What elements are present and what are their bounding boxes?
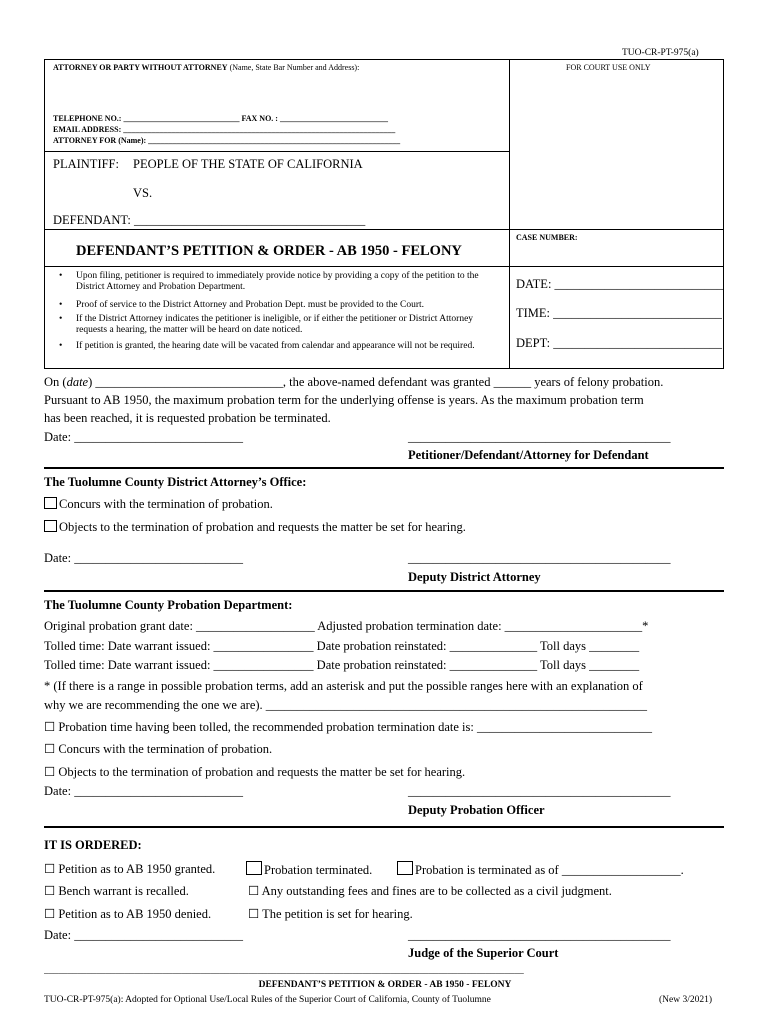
hearing-time-field[interactable]: TIME: ___________________________ <box>516 306 722 320</box>
order-hearing-option[interactable]: ☐ The petition is set for hearing. <box>248 907 413 921</box>
judge-signature-line[interactable]: __________________________________________ <box>408 928 671 942</box>
footer-rule: _____________________________________________________________________________________________________ <box>44 966 524 976</box>
section-divider-order <box>44 826 724 828</box>
da-heading: The Tuolumne County District Attorney’s Office: <box>44 475 307 489</box>
probation-date-field[interactable]: Date: ___________________________ <box>44 784 243 798</box>
order-terminated-as-of-checkbox[interactable] <box>397 861 413 875</box>
probation-objects-option[interactable]: ☐ Objects to the termination of probation and requests the matter be set for hearing. <box>44 765 466 779</box>
email-field[interactable]: EMAIL ADDRESS: ____________________________________________________________________ <box>53 125 396 134</box>
section-divider-probation <box>44 590 724 592</box>
probation-range-note-2[interactable]: why we are recommending the one we are). _____________________________________________________________ <box>44 698 648 712</box>
probation-signature-label: Deputy Probation Officer <box>408 803 545 817</box>
petition-date-field[interactable]: Date: ___________________________ <box>44 430 243 444</box>
section-divider-da <box>44 467 724 469</box>
attorney-block <box>53 63 359 72</box>
probation-range-note-1: * (If there is a range in possible probation terms, add an asterisk and put the possible ranges here with an explanation of <box>44 679 643 693</box>
notice-bullet-4: • If petition is granted, the hearing date will be vacated from calendar and appearance will not be required. <box>76 341 506 352</box>
telephone-fax-field[interactable]: TELEPHONE NO.: _____________________________ FAX NO. : ___________________________ <box>53 114 388 123</box>
row-divider-parties <box>44 229 724 230</box>
row-divider-title <box>44 266 724 267</box>
probation-grant-dates-line[interactable]: Original probation grant date: ___________________ Adjusted probation termination date: ______________________* <box>44 619 649 633</box>
order-heading: IT IS ORDERED: <box>44 838 142 852</box>
attorney-for-field[interactable]: ATTORNEY FOR (Name): _______________________________________________________________ <box>53 136 401 145</box>
probation-signature-line[interactable]: __________________________________________ <box>408 784 671 798</box>
judge-signature-label: Judge of the Superior Court <box>408 946 559 960</box>
petition-date-word: date <box>66 375 89 389</box>
petitioner-signature-line[interactable]: __________________________________________ <box>408 430 671 444</box>
order-fees-option[interactable]: ☐ Any outstanding fees and fines are to be collected as a civil judgment. <box>248 884 612 898</box>
da-signature-line[interactable]: __________________________________________ <box>408 551 671 565</box>
column-divider <box>509 59 510 369</box>
plaintiff-label: PLAINTIFF: <box>53 157 119 171</box>
hearing-date-field[interactable]: DATE: ___________________________ <box>516 277 724 291</box>
form-id: TUO-CR-PT-975(a) <box>622 48 699 58</box>
order-terminated-as-of-label: Probation is terminated as of ___________________. <box>415 863 684 877</box>
da-objects-checkbox[interactable] <box>44 520 57 532</box>
probation-tolled-option[interactable]: ☐ Probation time having been tolled, the recommended probation termination date is: ____________________________ <box>44 720 652 734</box>
petition-line-3: has been reached, it is requested probation be terminated. <box>44 411 331 425</box>
da-concurs-option[interactable] <box>44 497 273 512</box>
notice-bullet-2: • Proof of service to the District Attorney and Probation Dept. must be provided to the Court. <box>76 300 506 311</box>
petition-line-2: Pursuant to AB 1950, the maximum probation term for the underlying offense is years. As the maximum probation term <box>44 393 644 407</box>
da-signature-label: Deputy District Attorney <box>408 570 541 584</box>
probation-concurs-option[interactable]: ☐ Concurs with the termination of probation. <box>44 742 273 756</box>
case-number-label: CASE NUMBER: <box>516 233 578 242</box>
attorney-sub: (Name, State Bar Number and Address): <box>227 63 360 72</box>
tolled-time-line-1[interactable]: Tolled time: Date warrant issued: ________________ Date probation reinstated: ______________ Toll days ________ <box>44 639 640 653</box>
order-granted-option[interactable]: ☐ Petition as to AB 1950 granted. <box>44 862 216 876</box>
petition-line-1-rest: ) ______________________________, the above-named defendant was granted ______ years of felony probation. <box>88 375 664 389</box>
row-divider-attorney <box>44 151 510 152</box>
probation-heading: The Tuolumne County Probation Department: <box>44 598 293 612</box>
da-date-field[interactable]: Date: ___________________________ <box>44 551 243 565</box>
vs-label: VS. <box>133 186 153 200</box>
footer-adopted-note: TUO-CR-PT-975(a): Adopted for Optional Use/Local Rules of the Superior Court of California, County of Tuolumne <box>44 995 491 1005</box>
footer-title: DEFENDANT’S PETITION & ORDER - AB 1950 - FELONY <box>258 980 512 990</box>
attorney-label: ATTORNEY OR PARTY WITHOUT ATTORNEY <box>53 63 228 72</box>
hearing-dept-field[interactable]: DEPT: ___________________________ <box>516 336 722 350</box>
notice-bullet-1: • Upon filing, petitioner is required to immediately provide notice by providing a copy of the petition to the District Attorney and Probation Department. <box>76 271 506 293</box>
order-denied-option[interactable]: ☐ Petition as to AB 1950 denied. <box>44 907 212 921</box>
order-terminated-as-of-option[interactable] <box>397 861 684 878</box>
notice-bullet-3: • If the District Attorney indicates the petitioner is ineligible, or if either the petitioner or District Attorney requests a hearing, the matter will be heard on date noticed. <box>76 314 506 336</box>
order-terminated-checkbox[interactable] <box>246 861 262 875</box>
petitioner-signature-label: Petitioner/Defendant/Attorney for Defendant <box>408 448 649 462</box>
tolled-time-line-2[interactable]: Tolled time: Date warrant issued: ________________ Date probation reinstated: ______________ Toll days ________ <box>44 658 640 672</box>
footer-revision: (New 3/2021) <box>659 995 713 1005</box>
petition-on: On ( <box>44 375 67 389</box>
order-date-field[interactable]: Date: ___________________________ <box>44 928 243 942</box>
petition-line-1[interactable] <box>44 375 663 390</box>
order-terminated-label: Probation terminated. <box>264 863 373 877</box>
da-concurs-checkbox[interactable] <box>44 497 57 509</box>
form-title: DEFENDANT’S PETITION & ORDER - AB 1950 - FELONY <box>76 243 462 259</box>
defendant-field[interactable]: DEFENDANT: _____________________________________ <box>53 213 366 227</box>
da-objects-option[interactable] <box>44 520 466 535</box>
da-objects-label: Objects to the termination of probation and requests the matter be set for hearing. <box>59 520 466 534</box>
plaintiff-value: PEOPLE OF THE STATE OF CALIFORNIA <box>133 157 363 171</box>
court-use-label: FOR COURT USE ONLY <box>566 63 651 72</box>
order-bench-warrant-option[interactable]: ☐ Bench warrant is recalled. <box>44 884 189 898</box>
order-terminated-option[interactable] <box>246 861 372 878</box>
da-concurs-label: Concurs with the termination of probation. <box>59 497 273 511</box>
